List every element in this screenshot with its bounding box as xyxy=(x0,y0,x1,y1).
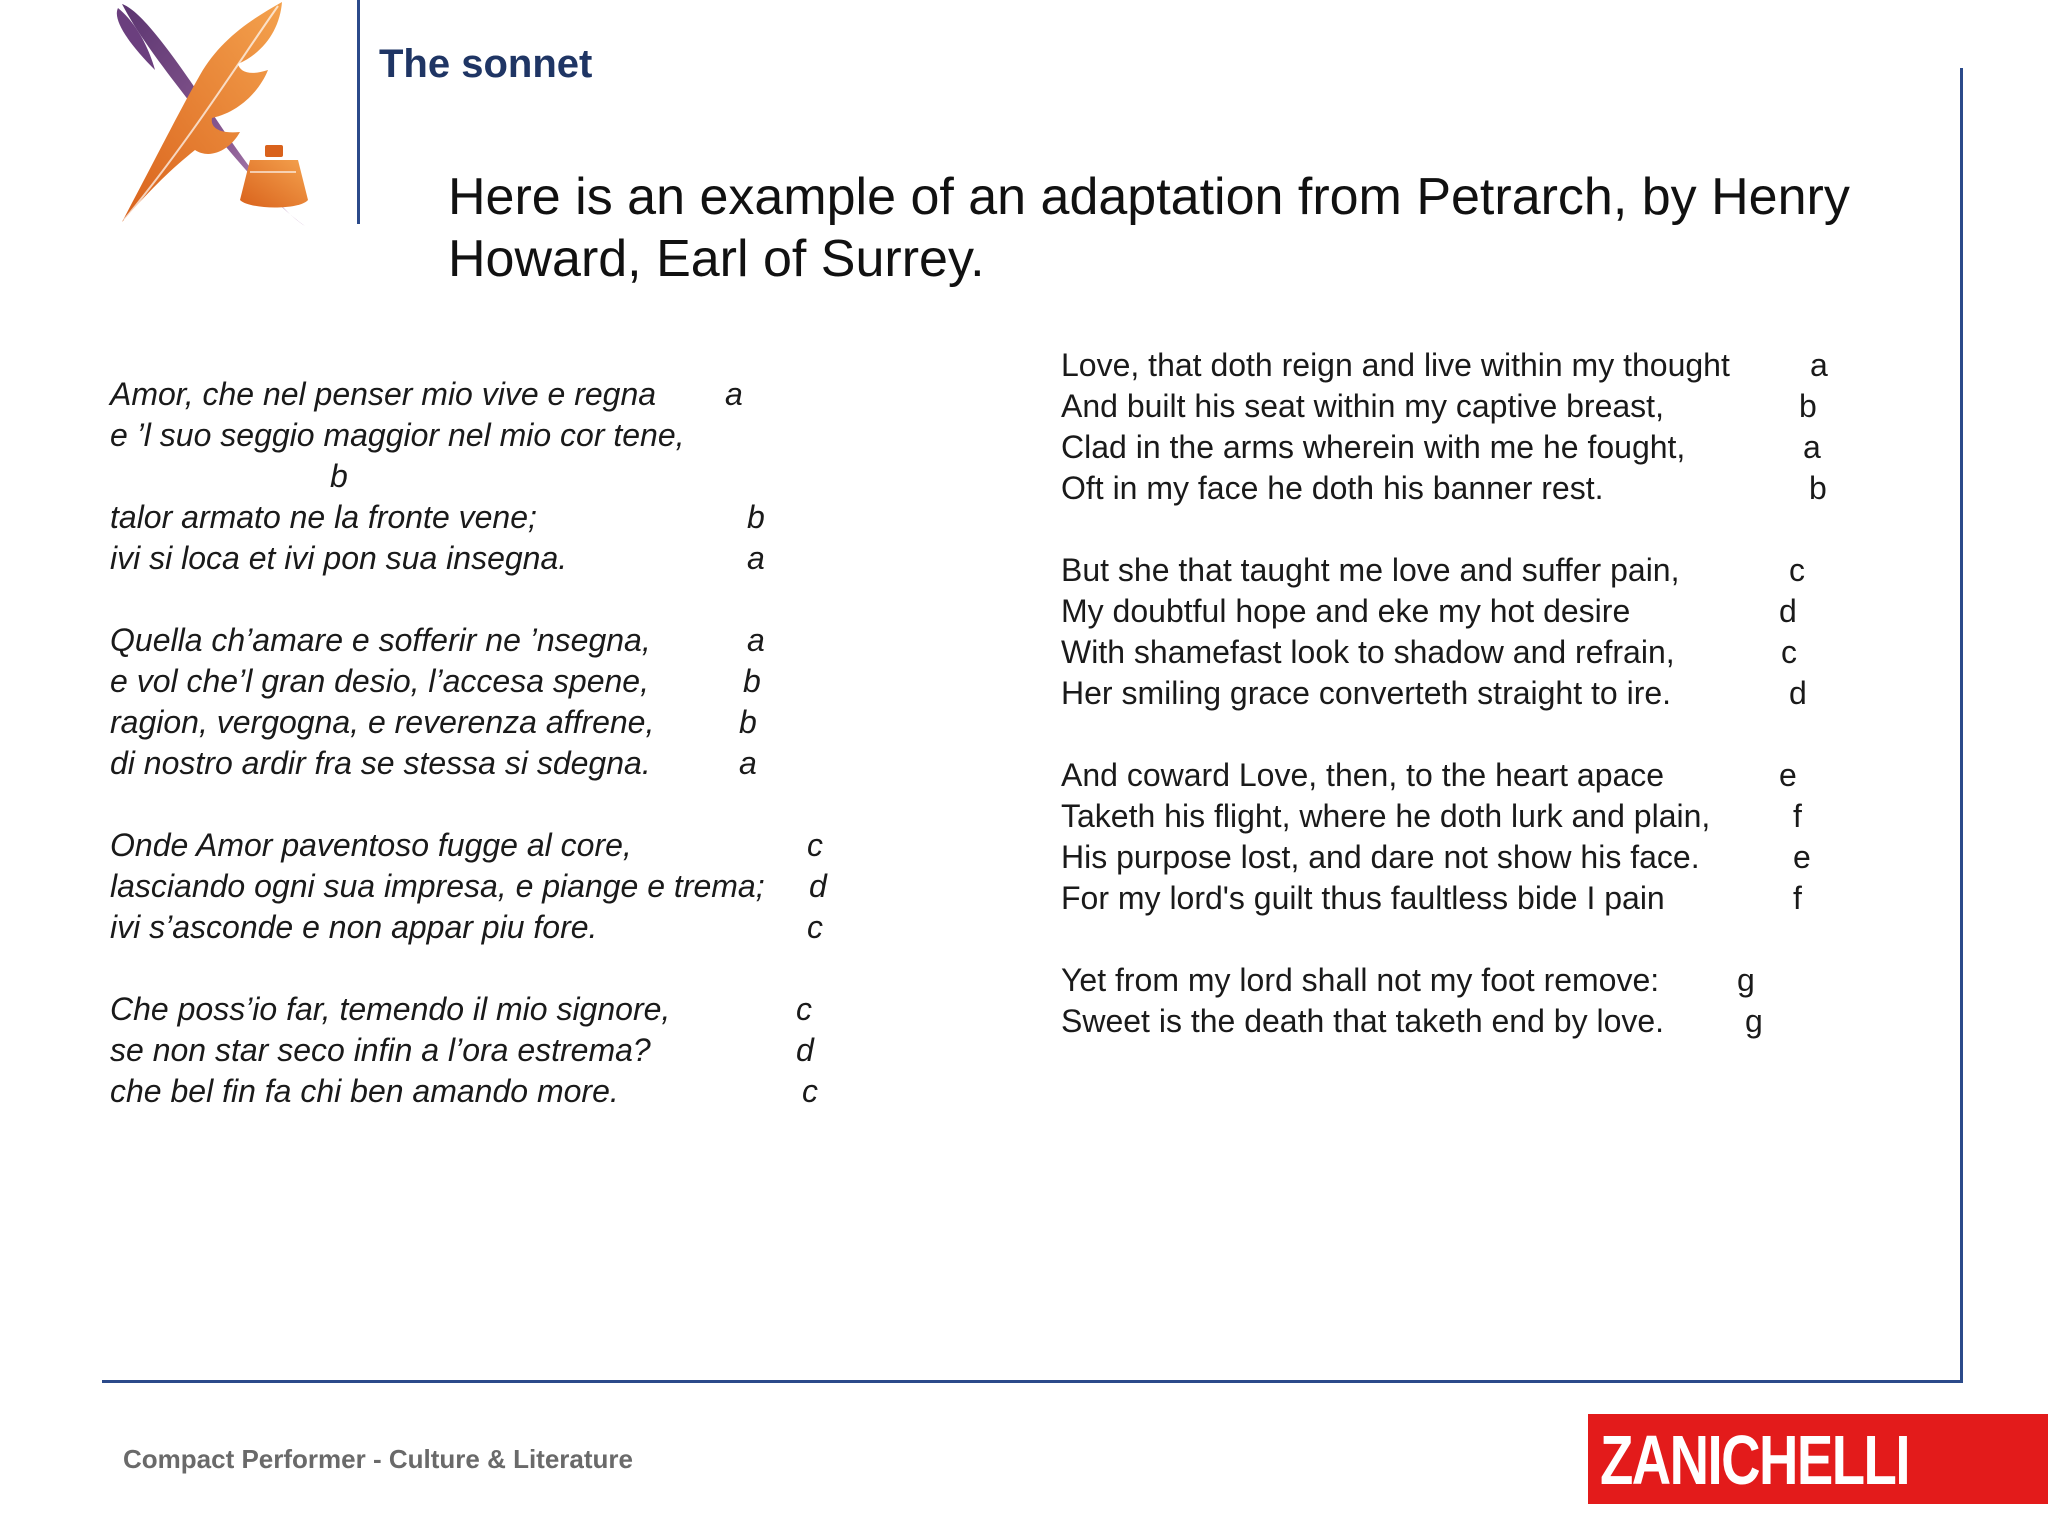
rhyme-letter: d xyxy=(1779,593,1797,629)
poem-line xyxy=(1061,755,1841,796)
stanza xyxy=(1061,755,1841,919)
rhyme-letter: g xyxy=(1737,962,1755,998)
poem-line xyxy=(1061,796,1841,837)
poem-line xyxy=(110,1071,850,1112)
rhyme-letter: c xyxy=(796,991,812,1027)
poem-line-text: e vol che’l gran desio, l’accesa spene, xyxy=(110,663,649,699)
poem-line-text: ivi si loca et ivi pon sua insegna. xyxy=(110,540,568,576)
rhyme-letter: c xyxy=(1781,634,1797,670)
rhyme-letter: a xyxy=(747,540,765,576)
poem-line-text: Taketh his flight, where he doth lurk and plain, xyxy=(1061,798,1711,834)
italian-sonnet xyxy=(110,374,850,1153)
rhyme-letter: c xyxy=(807,827,823,863)
rhyme-letter: a xyxy=(1803,429,1821,465)
poem-line xyxy=(1061,1001,1841,1042)
poem-line xyxy=(110,374,850,415)
poem-line-text: e ’l suo seggio maggior nel mio cor tene, xyxy=(110,417,685,453)
poem-line-text: ivi s’asconde e non appar piu fore. xyxy=(110,909,598,945)
poem-line xyxy=(1061,427,1841,468)
poem-line xyxy=(1061,878,1841,919)
poem-line xyxy=(1061,386,1841,427)
poem-line-text: But she that taught me love and suffer pain, xyxy=(1061,552,1680,588)
publisher-name: ZANICHELLI xyxy=(1600,1421,1909,1499)
poem-line xyxy=(110,538,850,579)
poem-line-text: Sweet is the death that taketh end by love. xyxy=(1061,1003,1665,1039)
rhyme-letter: a xyxy=(739,745,757,781)
stanza xyxy=(110,825,850,948)
rhyme-letter: b xyxy=(1809,470,1827,506)
rhyme-letter: d xyxy=(809,868,827,904)
frame-right-rule xyxy=(1960,68,1963,1382)
poem-line xyxy=(110,825,850,866)
poem-line-text: se non star seco infin a l’ora estrema? xyxy=(110,1032,651,1068)
poem-line-text: His purpose lost, and dare not show his face. xyxy=(1061,839,1700,875)
quill-and-inkwell-icon xyxy=(100,0,330,230)
frame-bottom-rule xyxy=(102,1380,1963,1383)
poem-line xyxy=(110,743,850,784)
stanza xyxy=(110,989,850,1112)
poem-line xyxy=(1061,673,1841,714)
poem-line xyxy=(110,456,850,497)
stanza xyxy=(110,620,850,784)
poem-line xyxy=(1061,837,1841,878)
poem-line xyxy=(110,661,850,702)
poem-line-text: And built his seat within my captive breast, xyxy=(1061,388,1664,424)
poem-line xyxy=(1061,550,1841,591)
poem-line xyxy=(110,497,850,538)
rhyme-letter: b xyxy=(743,663,761,699)
poem-line-text: And coward Love, then, to the heart apace xyxy=(1061,757,1665,793)
poem-line-text: My doubtful hope and eke my hot desire xyxy=(1061,593,1631,629)
rhyme-letter: d xyxy=(796,1032,814,1068)
poem-line xyxy=(1061,960,1841,1001)
stanza xyxy=(110,374,850,579)
rhyme-letter: c xyxy=(802,1073,818,1109)
poem-line-text: di nostro ardir fra se stessa si sdegna. xyxy=(110,745,651,781)
rhyme-letter: b xyxy=(330,458,348,494)
poem-line-text: Love, that doth reign and live within my thought xyxy=(1061,347,1730,383)
poem-line-text: Quella ch’amare e sofferir ne ’nsegna, xyxy=(110,622,651,658)
stanza xyxy=(1061,960,1841,1042)
publisher-logo xyxy=(1588,1414,2048,1504)
rhyme-letter: e xyxy=(1793,839,1811,875)
poem-line xyxy=(110,1030,850,1071)
poem-line xyxy=(110,989,850,1030)
poem-line-text: che bel fin fa chi ben amando more. xyxy=(110,1073,619,1109)
poem-line-text: Yet from my lord shall not my foot remove: xyxy=(1061,962,1660,998)
rhyme-letter: e xyxy=(1779,757,1797,793)
stanza xyxy=(1061,345,1841,509)
rhyme-letter: a xyxy=(747,622,765,658)
poem-line xyxy=(110,907,850,948)
rhyme-letter: b xyxy=(1799,388,1817,424)
header-divider xyxy=(357,0,360,224)
poem-line-text: With shamefast look to shadow and refrain, xyxy=(1061,634,1675,670)
quill-inkwell-logo xyxy=(100,0,330,230)
rhyme-letter: b xyxy=(747,499,765,535)
poem-line-text: Onde Amor paventoso fugge al core, xyxy=(110,827,632,863)
poem-line-text: talor armato ne la fronte vene; xyxy=(110,499,537,535)
poem-line xyxy=(110,620,850,661)
stanza xyxy=(1061,550,1841,714)
rhyme-letter: a xyxy=(725,376,743,412)
poem-line-text: Clad in the arms wherein with me he fought, xyxy=(1061,429,1686,465)
poem-line xyxy=(1061,468,1841,509)
poem-line xyxy=(1061,591,1841,632)
intro-text: Here is an example of an adaptation from Petrarch, by Henry Howard, Earl of Surrey. xyxy=(448,168,1850,288)
poem-line xyxy=(110,415,850,456)
poem-line-text: lasciando ogni sua impresa, e piange e trema; xyxy=(110,868,765,904)
poem-line xyxy=(1061,632,1841,673)
poem-line xyxy=(110,702,850,743)
rhyme-letter: g xyxy=(1745,1003,1763,1039)
poem-line-text: Amor, che nel penser mio vive e regna xyxy=(110,376,657,412)
poem-line-text: Oft in my face he doth his banner rest. xyxy=(1061,470,1604,506)
rhyme-letter: d xyxy=(1789,675,1807,711)
poem-line xyxy=(1061,345,1841,386)
rhyme-letter: f xyxy=(1793,798,1802,834)
footer-course-title: Compact Performer - Culture & Literature xyxy=(123,1444,633,1474)
poem-line-text: For my lord's guilt thus faultless bide I pain xyxy=(1061,880,1665,916)
poem-line xyxy=(110,866,850,907)
slide-title: The sonnet xyxy=(379,42,593,86)
poem-line-text: ragion, vergogna, e reverenza affrene, xyxy=(110,704,655,740)
rhyme-letter: c xyxy=(1789,552,1805,588)
rhyme-letter: a xyxy=(1810,347,1828,383)
poem-line-text: Her smiling grace converteth straight to ire. xyxy=(1061,675,1672,711)
english-sonnet xyxy=(1061,345,1841,1083)
rhyme-letter: f xyxy=(1793,880,1802,916)
poem-line-text: Che poss’io far, temendo il mio signore, xyxy=(110,991,671,1027)
rhyme-letter: b xyxy=(739,704,757,740)
rhyme-letter: c xyxy=(807,909,823,945)
